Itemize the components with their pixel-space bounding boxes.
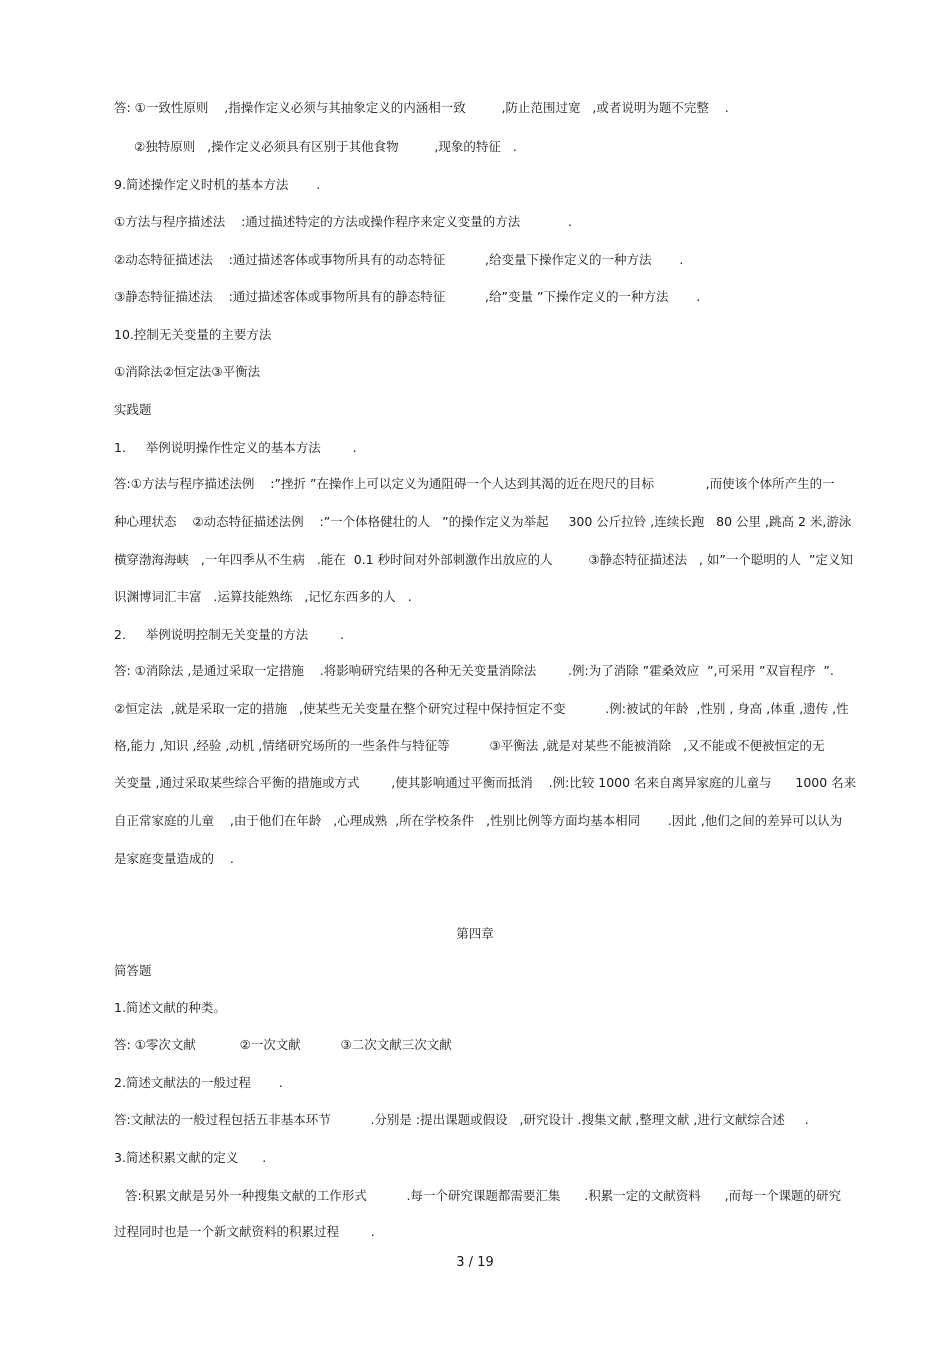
question-heading: 1.简述文献的种类。 [114, 1000, 226, 1015]
question-heading: 2.简述文献法的一般过程 . [114, 1075, 283, 1090]
text-line: 答:文献法的一般过程包括五非基本环节 .分别是 :提出课题或假设 ,研究设计 .搜集文献 ,整理文献 ,进行文献综合述 . [114, 1112, 809, 1127]
question-heading: 10.控制无关变量的主要方法 [114, 327, 272, 342]
text-line: ①方法与程序描述法 :通过描述特定的方法或操作程序来定义变量的方法 . [114, 214, 572, 229]
question-heading: 1. 举例说明操作性定义的基本方法 . [114, 440, 357, 455]
chapter-heading: 第四章 [456, 926, 494, 941]
text-line: ②独特原则 ,操作定义必须具有区别于其他食物 ,现象的特征 . [134, 139, 517, 154]
text-line: 种心理状态 ②动态特征描述法例 :”一个体格健壮的人 ”的操作定义为举起 300 公斤拉铃 ,连续长跑 80 公里 ,跳高 2 米,游泳 [114, 514, 852, 529]
question-heading: 3.简述积累文献的定义 . [114, 1150, 267, 1165]
text-line: 答: ①一致性原则 ,指操作定义必须与其抽象定义的内涵相一致 ,防止范围过宽 ,或者说明为题不完整 . [114, 100, 729, 115]
text-line: 关变量 ,通过采取某些综合平衡的措施或方式 ,使其影响通过平衡而抵消 .例:比较 1000 名来自离异家庭的儿童与 1000 名来 [114, 775, 857, 790]
text-line: 过程同时也是一个新文献资料的积累过程 . [114, 1224, 375, 1239]
text-line: ②恒定法 ,就是采取一定的措施 ,使某些无关变量在整个研究过程中保持恒定不变 .例:被试的年龄 ,性别 , 身高 ,体重 ,遗传 ,性 [114, 701, 849, 716]
text-line: 格,能力 ,知识 ,经验 ,动机 ,情绪研究场所的一些条件与特征等 ③平衡法 ,就是对某些不能被消除 ,又不能或不便被恒定的无 [114, 738, 825, 753]
text-line: ③静态特征描述法 :通过描述客体或事物所具有的静态特征 ,给”变量 ”下操作定义的一种方法 . [114, 289, 701, 304]
text-line: 答: ①消除法 ,是通过采取一定措施 .将影响研究结果的各种无关变量消除法 .例:为了消除 ”霍桑效应 ”,可采用 ”双盲程序 ”. [114, 663, 834, 678]
section-heading: 简答题 [114, 963, 152, 978]
text-line: 横穿渤海海峡 ,一年四季从不生病 .能在 0.1 秒时间对外部刺激作出放应的人 ③静态特征描述法 , 如”一个聪明的人 ”定义知 [114, 552, 853, 567]
text-line: 识渊博词汇丰富 .运算技能熟练 ,记忆东西多的人 . [114, 589, 412, 604]
text-line: 答:积累文献是另外一种搜集文献的工作形式 .每一个研究课题都需要汇集 .积累一定的文献资料 ,而每一个课题的研究 [125, 1188, 842, 1203]
question-heading: 9.简述操作定义时机的基本方法 . [114, 177, 321, 192]
section-heading: 实践题 [114, 402, 152, 417]
page-number: 3 / 19 [456, 1255, 494, 1270]
text-line: 答: ①零次文献 ②一次文献 ③二次文献三次文献 [114, 1037, 452, 1052]
text-line: ②动态特征描述法 :通过描述客体或事物所具有的动态特征 ,给变量下操作定义的一种方法 . [114, 252, 684, 267]
text-line: 自正常家庭的儿童 ,由于他们在年龄 ,心理成熟 ,所在学校条件 ,性别比例等方面均基本相同 .因此 ,他们之间的差异可以认为 [114, 813, 843, 828]
text-line: ①消除法②恒定法③平衡法 [114, 364, 261, 379]
text-line: 是家庭变量造成的 . [114, 851, 234, 866]
question-heading: 2. 举例说明控制无关变量的方法 . [114, 627, 345, 642]
text-line: 答:①方法与程序描述法例 :”挫折 ”在操作上可以定义为通阻碍一个人达到其渴的近在咫尺的目标 ,而使该个体所产生的一 [114, 476, 835, 491]
